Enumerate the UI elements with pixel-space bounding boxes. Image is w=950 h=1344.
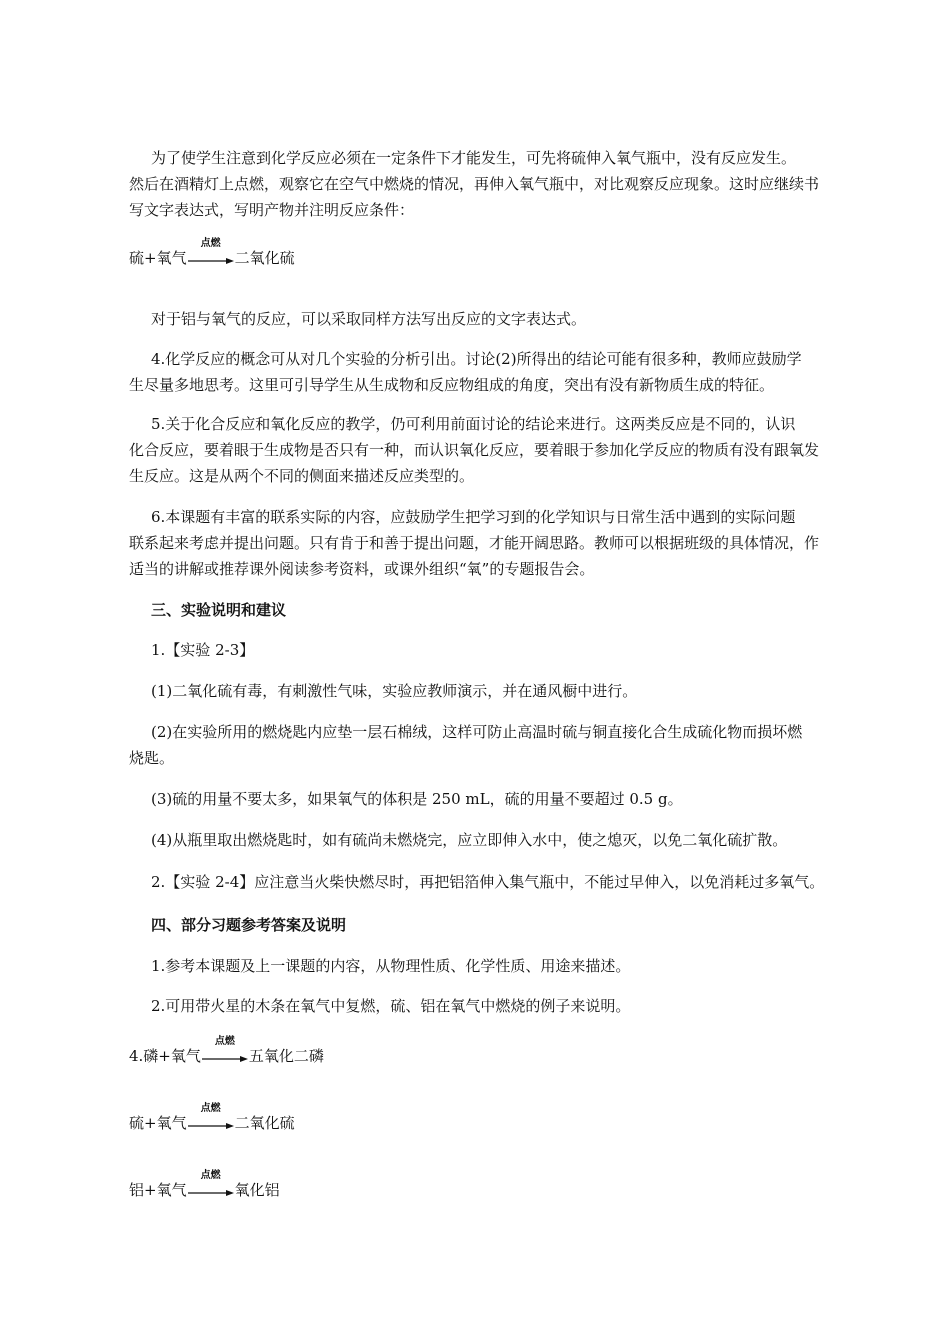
reactants: 硫+氧气 — [129, 1114, 187, 1132]
reaction-arrow-icon — [188, 1103, 234, 1133]
reactants: 铝+氧气 — [129, 1181, 187, 1199]
text-line: 化合反应，要着眼于生成物是否只有一种，而认识氧化反应，要着眼于参加化学反应的物质有没有跟氧发 — [129, 441, 820, 459]
equation-sulfur-2 — [129, 1103, 295, 1133]
experiment-note-4: (4)从瓶里取出燃烧匙时，如有硫尚未燃烧完，应立即伸入水中，使之熄灭，以免二氧化硫扩散。 — [151, 831, 788, 849]
text-line: 5.关于化合反应和氧化反应的教学，仍可利用前面讨论的结论来进行。这两类反应是不同的，认识 — [151, 415, 796, 433]
text-line: 写文字表达式，写明产物并注明反应条件： — [129, 201, 415, 219]
section-heading-3: 三、实验说明和建议 — [151, 601, 287, 619]
reaction-arrow-icon — [188, 1170, 234, 1200]
experiment-note-1: (1)二氧化硫有毒，有刺激性气味，实验应教师演示，并在通风橱中进行。 — [151, 682, 638, 700]
product: 二氧化硫 — [234, 1114, 295, 1132]
text-line: 生反应。这是从两个不同的侧面来描述反应类型的。 — [129, 467, 475, 485]
text-line: 4.化学反应的概念可从对几个实验的分析引出。讨论(2)所得出的结论可能有很多种，教师应鼓励学 — [151, 350, 802, 368]
experiment-note-3: (3)硫的用量不要太多，如果氧气的体积是 250 mL，硫的用量不要超过 0.5 g。 — [151, 790, 683, 808]
equation-sulfur — [129, 238, 295, 268]
text-line: 生尽量多地思考。这里可引导学生从生成物和反应物组成的角度，突出有没有新物质生成的特征。 — [129, 376, 775, 394]
section-heading-4: 四、部分习题参考答案及说明 — [151, 916, 347, 934]
reaction-arrow-icon — [188, 238, 234, 268]
experiment-2: 2.【实验 2-4】应注意当火柴快燃尽时，再把铝箔伸入集气瓶中，不能过早伸入，以免消耗过多氧气。 — [151, 873, 825, 891]
text-line: 适当的讲解或推荐课外阅读参考资料，或课外组织“氧”的专题报告会。 — [129, 560, 595, 578]
reaction-condition: 点燃 — [214, 1036, 235, 1047]
text-line: 烧匙。 — [129, 749, 175, 767]
answer-2: 2.可用带火星的木条在氧气中复燃，硫、铝在氧气中燃烧的例子来说明。 — [151, 997, 631, 1015]
equation-aluminum — [129, 1170, 280, 1200]
product: 氧化铝 — [234, 1181, 280, 1199]
text-line: 为了使学生注意到化学反应必须在一定条件下才能发生，可先将硫伸入氧气瓶中，没有反应发生。 — [151, 149, 797, 167]
text-line: 6.本课题有丰富的联系实际的内容，应鼓励学生把学习到的化学知识与日常生活中遇到的实际问题 — [151, 508, 796, 526]
paragraph-2: 对于铝与氧气的反应，可以采取同样方法写出反应的文字表达式。 — [151, 310, 587, 328]
experiment-1-title: 1.【实验 2-3】 — [151, 641, 255, 659]
reactants: 4.磷+氧气 — [129, 1047, 201, 1065]
text-line: 然后在酒精灯上点燃，观察它在空气中燃烧的情况，再伸入氧气瓶中，对比观察反应现象。这时应继续书 — [129, 175, 820, 193]
answer-1: 1.参考本课题及上一课题的内容，从物理性质、化学性质、用途来描述。 — [151, 957, 631, 975]
product: 二氧化硫 — [234, 249, 295, 267]
reaction-arrow-icon — [202, 1036, 248, 1066]
text-line: (2)在实验所用的燃烧匙内应垫一层石棉绒，这样可防止高温时硫与铜直接化合生成硫化物而损坏燃 — [151, 723, 803, 741]
reaction-condition: 点燃 — [200, 1170, 221, 1181]
reactants: 硫+氧气 — [129, 249, 187, 267]
reaction-condition: 点燃 — [200, 1103, 221, 1114]
equation-phosphorus — [129, 1036, 324, 1066]
product: 五氧化二磷 — [248, 1047, 324, 1065]
reaction-condition: 点燃 — [200, 238, 221, 249]
text-line: 联系起来考虑并提出问题。只有肯于和善于提出问题，才能开阔思路。教师可以根据班级的具体情况，作 — [129, 534, 820, 552]
